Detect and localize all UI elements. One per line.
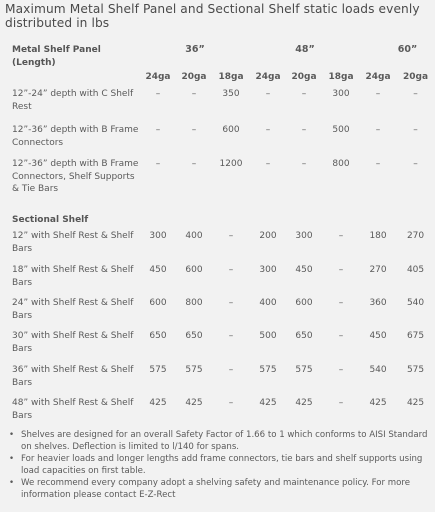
table-cell: –: [155, 159, 161, 169]
table-row: [0, 124, 435, 158]
table-cell: 575: [295, 365, 313, 375]
table-cell: 425: [406, 398, 425, 408]
note-item: • For heavier loads and longer lengths add frame connectors, tie bars and shelf supports using load capacities on first table.: [9, 454, 423, 476]
sectional-rows: [0, 230, 435, 433]
table-row: [0, 297, 435, 330]
row-label: 18” with Shelf Rest & Shelf Bars: [12, 265, 134, 288]
row-label: 48” with Shelf Rest & Shelf Bars: [12, 398, 134, 421]
table-row: [0, 364, 435, 397]
gauge-header: 18ga: [218, 72, 244, 82]
table-cell: 650: [149, 331, 167, 341]
table-cell: 300: [149, 231, 167, 241]
table-cell: 425: [259, 398, 277, 408]
table-cell: 575: [406, 365, 425, 375]
table-cell: –: [301, 89, 307, 99]
row-label: 12”-24” depth with C Shelf Rest: [12, 89, 134, 112]
gauge-header: 24ga: [145, 72, 171, 82]
table-cell: –: [413, 89, 418, 99]
table-row: [0, 230, 435, 264]
gauge-header: 24ga: [255, 72, 281, 82]
bullet-icon: •: [9, 478, 15, 488]
table-cell: 540: [406, 298, 425, 308]
table-cell: –: [338, 265, 344, 275]
table-cell: –: [301, 125, 307, 135]
row-label: 36” with Shelf Rest & Shelf Bars: [12, 365, 134, 388]
notes-list: [9, 430, 429, 502]
gauge-header: 20ga: [291, 72, 317, 82]
table-cell: –: [191, 125, 197, 135]
table-cell: 270: [406, 231, 425, 241]
table-cell: 1200: [219, 159, 243, 169]
sectional-header: Sectional Shelf: [12, 215, 89, 225]
bullet-icon: •: [9, 454, 15, 464]
table-cell: 500: [259, 331, 277, 341]
table-cell: 300: [295, 231, 313, 241]
table-cell: –: [338, 331, 344, 341]
table-cell: –: [228, 398, 234, 408]
table-cell: –: [228, 265, 234, 275]
table-cell: 600: [185, 265, 203, 275]
load-table: [0, 44, 435, 433]
table-cell: 180: [369, 231, 387, 241]
table-cell: 540: [369, 365, 387, 375]
table-cell: 450: [369, 331, 387, 341]
page-title: Maximum Metal Shelf Panel and Sectional Shelf static loads evenly distributed in lbs: [5, 2, 420, 30]
panel-column-header: Metal Shelf Panel (Length): [12, 45, 101, 68]
row-label: 12”-36” depth with B Frame Connectors, Shelf Supports & Tie Bars: [12, 159, 139, 194]
table-row: [0, 264, 435, 297]
row-label: 12”-36” depth with B Frame Connectors: [12, 125, 139, 148]
note-item: • We recommend every company adopt a shelving safety and maintenance policy. For more information please contact E-Z-Rect: [9, 478, 411, 500]
table-cell: 650: [185, 331, 203, 341]
table-cell: –: [228, 331, 234, 341]
gauge-header: 18ga: [328, 72, 354, 82]
table-cell: 400: [259, 298, 277, 308]
table-cell: –: [375, 159, 381, 169]
table-cell: –: [413, 159, 418, 169]
table-cell: –: [191, 159, 197, 169]
table-cell: –: [375, 89, 381, 99]
table-cell: 425: [149, 398, 167, 408]
bullet-icon: •: [9, 430, 15, 440]
table-cell: 450: [149, 265, 167, 275]
table-cell: 405: [406, 265, 425, 275]
table-cell: –: [265, 89, 271, 99]
table-cell: 350: [222, 89, 240, 99]
table-cell: 300: [332, 89, 350, 99]
table-cell: –: [338, 365, 344, 375]
table-cell: 600: [149, 298, 167, 308]
table-cell: 400: [185, 231, 203, 241]
table-cell: 575: [185, 365, 203, 375]
table-cell: –: [191, 89, 197, 99]
table-cell: –: [265, 159, 271, 169]
row-label: 12” with Shelf Rest & Shelf Bars: [12, 231, 134, 254]
table-cell: 575: [259, 365, 277, 375]
gauge-header: 20ga: [181, 72, 207, 82]
table-row: [0, 397, 435, 433]
table-cell: –: [338, 298, 344, 308]
table-cell: 675: [406, 331, 425, 341]
table-row: [0, 158, 435, 206]
table-cell: –: [375, 125, 381, 135]
table-cell: 360: [369, 298, 387, 308]
row-label: 30” with Shelf Rest & Shelf Bars: [12, 331, 134, 354]
table-cell: –: [338, 398, 344, 408]
table-row: [0, 88, 435, 124]
table-cell: 650: [295, 331, 313, 341]
table-cell: –: [228, 365, 234, 375]
table-cell: –: [228, 298, 234, 308]
gauge-header: 20ga: [403, 72, 429, 82]
table-cell: –: [301, 159, 307, 169]
table-cell: –: [265, 125, 271, 135]
gauge-header: 24ga: [365, 72, 391, 82]
table-cell: 270: [369, 265, 387, 275]
table-cell: 500: [332, 125, 350, 135]
table-cell: –: [228, 231, 234, 241]
table-cell: –: [413, 125, 418, 135]
table-cell: 300: [259, 265, 277, 275]
note-item: • Shelves are designed for an overall Safety Factor of 1.66 to 1 which conforms to AISI Standard on shelves. Deflection is limited to l/140 for spans.: [9, 430, 428, 452]
table-cell: –: [155, 125, 161, 135]
table-cell: 600: [295, 298, 313, 308]
group-header-48: 48”: [295, 44, 315, 55]
table-cell: 800: [332, 159, 350, 169]
table-cell: 425: [185, 398, 203, 408]
table-cell: –: [155, 89, 161, 99]
row-label: 24” with Shelf Rest & Shelf Bars: [12, 298, 134, 321]
group-header-60: 60”: [397, 44, 418, 55]
table-row: [0, 330, 435, 364]
table-cell: 575: [149, 365, 167, 375]
table-cell: 425: [295, 398, 313, 408]
table-cell: –: [338, 231, 344, 241]
panel-rows: [0, 88, 435, 206]
table-cell: 425: [369, 398, 387, 408]
table-cell: 200: [259, 231, 277, 241]
table-cell: 800: [185, 298, 203, 308]
group-header-36: 36”: [185, 44, 205, 55]
table-cell: 600: [222, 125, 240, 135]
table-cell: 450: [295, 265, 313, 275]
